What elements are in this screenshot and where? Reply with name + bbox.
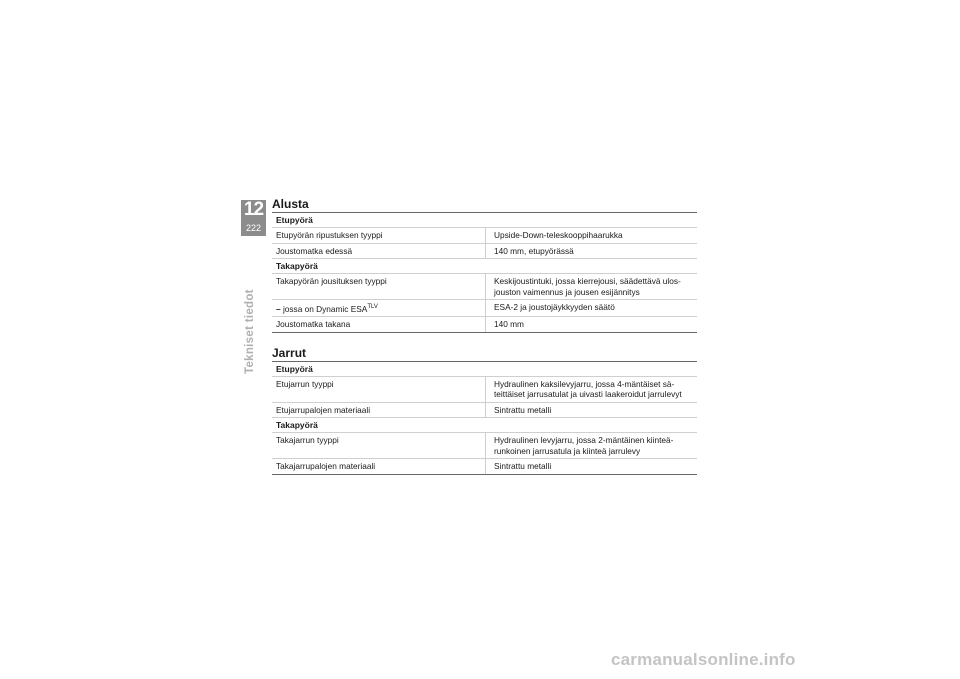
- table-row: [272, 244, 697, 260]
- row-value: ESA-2 ja joustojäykkyyden säätö: [485, 300, 697, 316]
- row-value: Upside-Down-teleskooppihaarukka: [485, 228, 697, 243]
- table-row: [272, 274, 697, 300]
- group-heading-front: Etupyörä: [272, 213, 697, 228]
- table-row: [272, 377, 697, 403]
- row-value: 140 mm: [485, 317, 697, 332]
- table-row: [272, 403, 697, 419]
- table-row: [272, 433, 697, 459]
- row-label: Takajarrun tyyppi: [276, 435, 339, 446]
- row-value: 140 mm, etupyörässä: [485, 244, 697, 259]
- group-heading-rear: Takapyörä: [272, 259, 697, 274]
- row-value-line: Hydraulinen kaksilevyjarru, jossa 4-mäntäiset sä-: [494, 378, 675, 389]
- row-label-text: jossa on Dynamic ESA: [282, 303, 368, 314]
- superscript: TLV: [367, 304, 378, 310]
- row-value-line: Hydraulinen levyjarru, jossa 2-mäntäinen kiinteä-: [494, 435, 674, 446]
- row-label: Joustomatka edessä: [276, 245, 353, 256]
- page-number: 222: [245, 223, 262, 233]
- row-label: Etupyörän ripustuksen tyyppi: [276, 230, 383, 240]
- chapter-number: 12: [243, 199, 264, 220]
- table-row: [272, 300, 697, 317]
- table-row: [272, 228, 697, 244]
- chapter-badge: [241, 200, 266, 236]
- section-title-alusta: Alusta: [272, 197, 309, 211]
- row-label: Takajarrupalojen materiaali: [276, 461, 376, 472]
- chapter-side-label: Tekniset tiedot: [244, 289, 256, 374]
- row-value: [485, 433, 697, 458]
- row-value-line: Keskijoustintuki, jossa kierrejousi, säädettävä ulos-: [494, 276, 681, 286]
- jarrut-table: [272, 361, 697, 475]
- row-label: Etujarrupalojen materiaali: [276, 404, 371, 415]
- row-value-line: runkoinen jarrusatula ja kiinteä jarrulevy: [494, 445, 641, 456]
- row-label: Takapyörän jousituksen tyyppi: [276, 276, 387, 286]
- row-value: [485, 274, 697, 299]
- group-heading-rear: Takapyörä: [272, 418, 697, 433]
- table-row: [272, 459, 697, 475]
- site-watermark: carmanualsonline.info: [611, 650, 796, 669]
- row-label: [272, 300, 485, 316]
- row-label: Etujarrun tyyppi: [276, 378, 334, 389]
- row-value-line: teittäiset jarrusatulat ja uivasti laakeroidut jarrulevyt: [494, 389, 682, 400]
- row-value: [485, 377, 697, 402]
- group-heading-front: Etupyörä: [272, 362, 697, 377]
- row-label: Joustomatka takana: [276, 319, 351, 330]
- section-title-jarrut: Jarrut: [272, 345, 307, 360]
- table-row: [272, 317, 697, 333]
- alusta-table: [272, 212, 697, 333]
- row-value: Sintrattu metalli: [485, 403, 697, 418]
- row-value-line: jouston vaimennus ja jousen esijännitys: [494, 286, 640, 297]
- dash-marker: –: [276, 303, 281, 314]
- page-content: [272, 196, 697, 475]
- row-value: Sintrattu metalli: [485, 459, 697, 474]
